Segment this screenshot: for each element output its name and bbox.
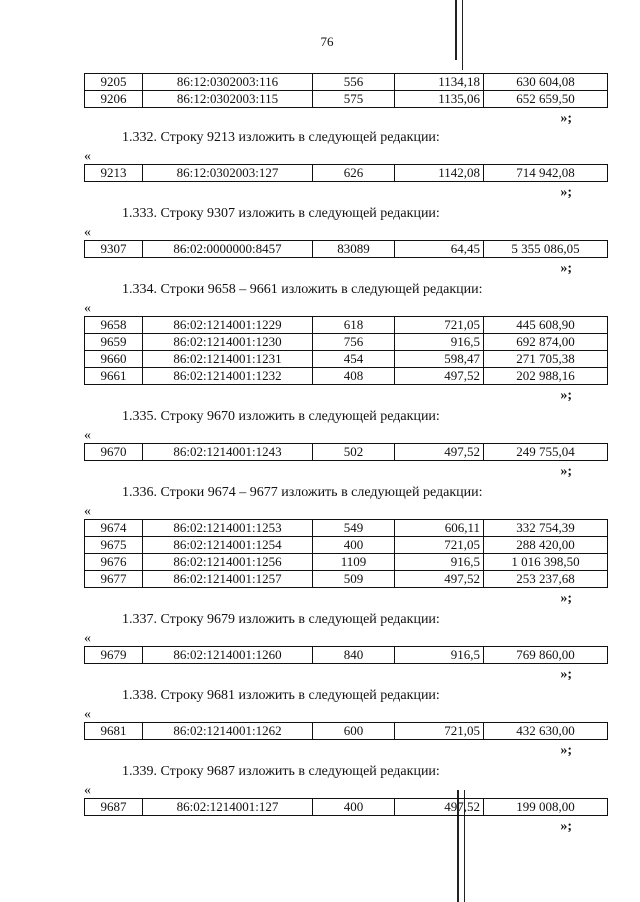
section-heading: 1.336. Строки 9674 – 9677 изложить в следующей редакции: xyxy=(122,485,483,500)
scan-artifact-line xyxy=(462,0,463,70)
cadastral-number-cell: 86:12:0302003:115 xyxy=(143,91,313,108)
unit-cost-cell: 916,5 xyxy=(395,334,484,351)
unit-cost-cell: 916,5 xyxy=(395,647,484,664)
cadastral-number-cell: 86:02:1214001:1229 xyxy=(143,317,313,334)
unit-cost-cell: 1142,08 xyxy=(395,165,484,182)
table-row xyxy=(85,368,608,385)
cadastral-number-cell: 86:02:1214001:1232 xyxy=(143,368,313,385)
area-cell: 502 xyxy=(313,444,395,461)
section-heading: 1.334. Строки 9658 – 9661 изложить в следующей редакции: xyxy=(122,282,483,297)
section-heading: 1.337. Строку 9679 изложить в следующей редакции: xyxy=(122,612,440,627)
table-row xyxy=(85,647,608,664)
section-table xyxy=(84,646,608,664)
area-cell: 549 xyxy=(313,520,395,537)
row-number-cell: 9670 xyxy=(85,444,143,461)
close-quote-mark: »; xyxy=(560,261,572,276)
unit-cost-cell: 721,05 xyxy=(395,537,484,554)
row-number-cell: 9674 xyxy=(85,520,143,537)
page-number: 76 xyxy=(320,34,334,49)
area-cell: 756 xyxy=(313,334,395,351)
row-number-cell: 9677 xyxy=(85,571,143,588)
open-quote-mark: « xyxy=(84,149,91,164)
amendment-sections xyxy=(84,128,580,836)
section-heading: 1.339. Строку 9687 изложить в следующей редакции: xyxy=(122,764,440,779)
open-quote-mark: « xyxy=(84,504,91,519)
table-row xyxy=(85,554,608,571)
total-cost-cell: 445 608,90 xyxy=(484,317,608,334)
area-cell: 408 xyxy=(313,368,395,385)
area-cell: 83089 xyxy=(313,241,395,258)
close-quote-mark: »; xyxy=(560,464,572,479)
area-cell: 600 xyxy=(313,723,395,740)
amendment-section xyxy=(84,128,575,202)
close-quote-mark: »; xyxy=(560,819,572,834)
unit-cost-cell: 497,52 xyxy=(395,368,484,385)
row-number-cell: 9660 xyxy=(85,351,143,368)
table-row xyxy=(85,537,608,554)
amendment-section xyxy=(84,483,580,608)
cadastral-number-cell: 86:02:1214001:127 xyxy=(143,799,313,816)
total-cost-cell: 5 355 086,05 xyxy=(484,241,608,258)
cadastral-number-cell: 86:02:1214001:1230 xyxy=(143,334,313,351)
section-table xyxy=(84,316,608,385)
table-row xyxy=(85,74,608,91)
amendment-section xyxy=(84,610,575,684)
row-number-cell: 9658 xyxy=(85,317,143,334)
cadastral-number-cell: 86:02:0000000:8457 xyxy=(143,241,313,258)
cadastral-number-cell: 86:12:0302003:116 xyxy=(143,74,313,91)
row-number-cell: 9687 xyxy=(85,799,143,816)
unit-cost-cell: 497,52 xyxy=(395,571,484,588)
section-table xyxy=(84,443,608,461)
cadastral-number-cell: 86:02:1214001:1262 xyxy=(143,723,313,740)
section-table xyxy=(84,164,608,182)
area-cell: 400 xyxy=(313,799,395,816)
unit-cost-cell: 1134,18 xyxy=(395,74,484,91)
cadastral-number-cell: 86:12:0302003:127 xyxy=(143,165,313,182)
unit-cost-cell: 916,5 xyxy=(395,554,484,571)
area-cell: 509 xyxy=(313,571,395,588)
open-quote-mark: « xyxy=(84,631,91,646)
section-table xyxy=(84,798,608,816)
document-body xyxy=(84,73,580,838)
section-heading: 1.333. Строку 9307 изложить в следующей редакции: xyxy=(122,206,440,221)
unit-cost-cell: 1135,06 xyxy=(395,91,484,108)
area-cell: 840 xyxy=(313,647,395,664)
row-number-cell: 9659 xyxy=(85,334,143,351)
cadastral-number-cell: 86:02:1214001:1254 xyxy=(143,537,313,554)
total-cost-cell: 652 659,50 xyxy=(484,91,608,108)
total-cost-cell: 432 630,00 xyxy=(484,723,608,740)
cadastral-number-cell: 86:02:1214001:1243 xyxy=(143,444,313,461)
amendment-section xyxy=(84,280,575,405)
total-cost-cell: 769 860,00 xyxy=(484,647,608,664)
cadastral-number-cell: 86:02:1214001:1231 xyxy=(143,351,313,368)
area-cell: 575 xyxy=(313,91,395,108)
row-number-cell: 9676 xyxy=(85,554,143,571)
section-heading: 1.338. Строку 9681 изложить в следующей редакции: xyxy=(122,688,440,703)
table-row xyxy=(85,799,608,816)
area-cell: 556 xyxy=(313,74,395,91)
total-cost-cell: 253 237,68 xyxy=(484,571,608,588)
total-cost-cell: 271 705,38 xyxy=(484,351,608,368)
section-table xyxy=(84,519,608,588)
total-cost-cell: 202 988,16 xyxy=(484,368,608,385)
total-cost-cell: 1 016 398,50 xyxy=(484,554,608,571)
table-row xyxy=(85,317,608,334)
section-table xyxy=(84,722,608,740)
cadastral-number-cell: 86:02:1214001:1260 xyxy=(143,647,313,664)
cadastral-number-cell: 86:02:1214001:1256 xyxy=(143,554,313,571)
area-cell: 626 xyxy=(313,165,395,182)
close-quote-mark: »; xyxy=(560,667,572,682)
unit-cost-cell: 497,52 xyxy=(395,444,484,461)
row-number-cell: 9307 xyxy=(85,241,143,258)
row-number-cell: 9679 xyxy=(85,647,143,664)
area-cell: 400 xyxy=(313,537,395,554)
total-cost-cell: 692 874,00 xyxy=(484,334,608,351)
close-quote-mark: »; xyxy=(560,591,572,606)
row-number-cell: 9206 xyxy=(85,91,143,108)
amendment-section xyxy=(84,686,575,760)
open-quote-mark: « xyxy=(84,428,91,443)
unit-cost-cell: 598,47 xyxy=(395,351,484,368)
unit-cost-cell: 64,45 xyxy=(395,241,484,258)
area-cell: 1109 xyxy=(313,554,395,571)
table-row xyxy=(85,351,608,368)
table-row xyxy=(85,334,608,351)
unit-cost-cell: 497,52 xyxy=(395,799,484,816)
amendment-section xyxy=(84,762,575,836)
close-quote-mark: »; xyxy=(560,388,572,403)
area-cell: 454 xyxy=(313,351,395,368)
table-row xyxy=(85,520,608,537)
total-cost-cell: 332 754,39 xyxy=(484,520,608,537)
open-quote-mark: « xyxy=(84,301,91,316)
total-cost-cell: 714 942,08 xyxy=(484,165,608,182)
table-row xyxy=(85,444,608,461)
row-number-cell: 9213 xyxy=(85,165,143,182)
amendment-section xyxy=(84,204,580,278)
scan-artifact-line xyxy=(455,0,457,60)
row-number-cell: 9205 xyxy=(85,74,143,91)
first-table xyxy=(84,73,608,108)
section-table xyxy=(84,240,608,258)
close-quote-mark: »; xyxy=(560,111,572,126)
row-number-cell: 9681 xyxy=(85,723,143,740)
unit-cost-cell: 721,05 xyxy=(395,723,484,740)
close-quote-mark: »; xyxy=(560,743,572,758)
table-row xyxy=(85,165,608,182)
row-number-cell: 9661 xyxy=(85,368,143,385)
amendment-section xyxy=(84,407,575,481)
open-quote-mark: « xyxy=(84,225,91,240)
cadastral-number-cell: 86:02:1214001:1257 xyxy=(143,571,313,588)
unit-cost-cell: 721,05 xyxy=(395,317,484,334)
cadastral-number-cell: 86:02:1214001:1253 xyxy=(143,520,313,537)
total-cost-cell: 288 420,00 xyxy=(484,537,608,554)
row-number-cell: 9675 xyxy=(85,537,143,554)
table-row xyxy=(85,571,608,588)
close-quote-mark: »; xyxy=(560,185,572,200)
open-quote-mark: « xyxy=(84,707,91,722)
table-row xyxy=(85,723,608,740)
total-cost-cell: 249 755,04 xyxy=(484,444,608,461)
area-cell: 618 xyxy=(313,317,395,334)
total-cost-cell: 630 604,08 xyxy=(484,74,608,91)
table-row xyxy=(85,241,608,258)
total-cost-cell: 199 008,00 xyxy=(484,799,608,816)
table-row xyxy=(85,91,608,108)
unit-cost-cell: 606,11 xyxy=(395,520,484,537)
section-heading: 1.335. Строку 9670 изложить в следующей редакции: xyxy=(122,409,440,424)
section-heading: 1.332. Строку 9213 изложить в следующей редакции: xyxy=(122,130,440,145)
open-quote-mark: « xyxy=(84,783,91,798)
